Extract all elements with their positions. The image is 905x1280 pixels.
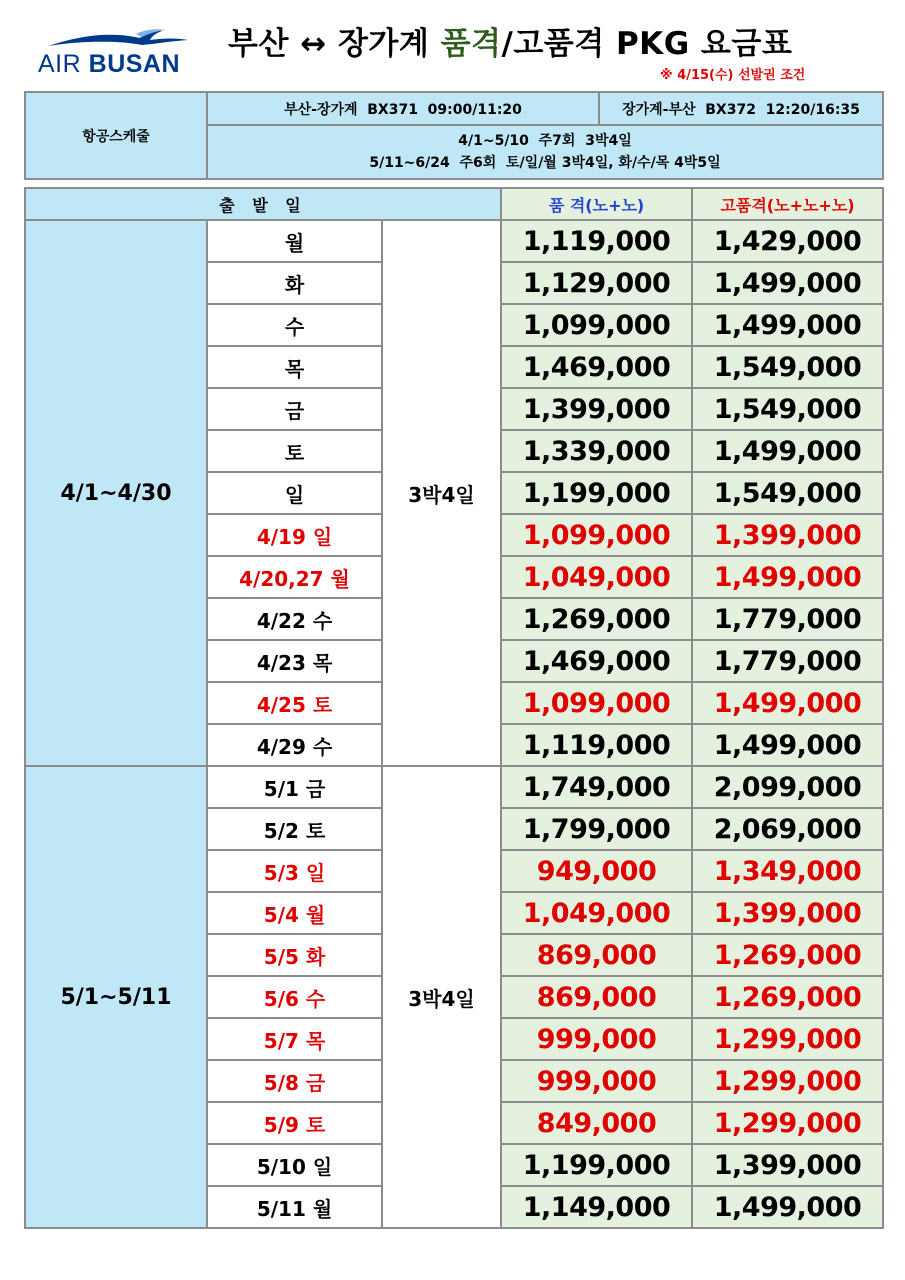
title-rest: /고품격 PKG 요금표: [501, 26, 793, 62]
standard-price-cell: 1,129,000: [501, 262, 692, 304]
standard-price-cell: 1,339,000: [501, 430, 692, 472]
standard-price-cell: 1,049,000: [501, 892, 692, 934]
departure-day-cell: 수: [207, 304, 382, 346]
standard-price-cell: 1,799,000: [501, 808, 692, 850]
departure-day-cell: 5/4 월: [207, 892, 382, 934]
standard-price-cell: 1,749,000: [501, 766, 692, 808]
premium-price-cell: 1,549,000: [692, 346, 883, 388]
inbound-flight: 장가계-부산 BX372 12:20/16:35: [599, 92, 883, 125]
departure-day-cell: 5/2 토: [207, 808, 382, 850]
standard-price-cell: 1,119,000: [501, 724, 692, 766]
schedule-label: 항공스케줄: [25, 92, 207, 179]
standard-price-cell: 1,119,000: [501, 220, 692, 262]
standard-price-cell: 869,000: [501, 934, 692, 976]
air-busan-logo: [38, 28, 190, 78]
standard-price-cell: 999,000: [501, 1018, 692, 1060]
departure-day-cell: 월: [207, 220, 382, 262]
table-row: [25, 220, 883, 262]
standard-price-cell: 1,399,000: [501, 388, 692, 430]
departure-day-cell: 5/10 일: [207, 1144, 382, 1186]
premium-price-cell: 1,499,000: [692, 430, 883, 472]
premium-price-cell: 1,299,000: [692, 1018, 883, 1060]
frequency-line-1: 4/1~5/10 주7회 3박4일: [458, 133, 632, 149]
standard-price-cell: 869,000: [501, 976, 692, 1018]
departure-day-cell: 금: [207, 388, 382, 430]
standard-price-cell: 1,199,000: [501, 472, 692, 514]
standard-price-cell: 949,000: [501, 850, 692, 892]
title-standard: 품격: [440, 26, 502, 62]
frequency-line-2: 5/11~6/24 주6회 토/일/월 3박4일, 화/수/목 4박5일: [369, 155, 721, 171]
wing-logo-icon: [44, 28, 190, 50]
standard-price-cell: 1,099,000: [501, 682, 692, 724]
premium-price-cell: 1,269,000: [692, 976, 883, 1018]
departure-day-cell: 4/20,27 월: [207, 556, 382, 598]
premium-price-cell: 1,429,000: [692, 220, 883, 262]
premium-price-cell: 1,549,000: [692, 472, 883, 514]
premium-price-cell: 1,779,000: [692, 640, 883, 682]
departure-day-cell: 5/9 토: [207, 1102, 382, 1144]
premium-price-cell: 1,499,000: [692, 724, 883, 766]
standard-price-cell: 1,099,000: [501, 514, 692, 556]
premium-price-cell: 1,269,000: [692, 934, 883, 976]
departure-day-cell: 5/11 월: [207, 1186, 382, 1228]
departure-day-cell: 토: [207, 430, 382, 472]
logo-air-text: AIR: [38, 50, 82, 78]
premium-price-cell: 1,299,000: [692, 1060, 883, 1102]
standard-price-cell: 1,469,000: [501, 640, 692, 682]
premium-price-cell: 1,399,000: [692, 1144, 883, 1186]
departure-day-cell: 4/22 수: [207, 598, 382, 640]
page-header: [0, 0, 905, 92]
logo-text: [38, 50, 180, 79]
departure-day-cell: 목: [207, 346, 382, 388]
departure-day-cell: 5/5 화: [207, 934, 382, 976]
outbound-flight: 부산-장가계 BX371 09:00/11:20: [207, 92, 599, 125]
premium-price-cell: 1,499,000: [692, 682, 883, 724]
departure-day-cell: 5/6 수: [207, 976, 382, 1018]
header-standard-price: 품 격(노+노): [501, 188, 692, 220]
period-cell: 5/1~5/11: [25, 766, 207, 1228]
standard-price-cell: 1,469,000: [501, 346, 692, 388]
premium-price-cell: 2,099,000: [692, 766, 883, 808]
standard-price-cell: 1,049,000: [501, 556, 692, 598]
standard-price-cell: 1,199,000: [501, 1144, 692, 1186]
departure-day-cell: 5/3 일: [207, 850, 382, 892]
premium-price-cell: 1,299,000: [692, 1102, 883, 1144]
title-route: 부산 ↔ 장가계: [228, 26, 441, 62]
premium-price-cell: 1,399,000: [692, 892, 883, 934]
departure-day-cell: 5/7 목: [207, 1018, 382, 1060]
premium-price-cell: 1,499,000: [692, 1186, 883, 1228]
page-title: [228, 18, 792, 63]
standard-price-cell: 1,149,000: [501, 1186, 692, 1228]
standard-price-cell: 849,000: [501, 1102, 692, 1144]
departure-day-cell: 화: [207, 262, 382, 304]
premium-price-cell: 1,499,000: [692, 262, 883, 304]
premium-price-cell: 1,399,000: [692, 514, 883, 556]
premium-price-cell: 1,499,000: [692, 556, 883, 598]
departure-day-cell: 4/29 수: [207, 724, 382, 766]
departure-day-cell: 5/8 금: [207, 1060, 382, 1102]
departure-day-cell: 4/19 일: [207, 514, 382, 556]
premium-price-cell: 1,499,000: [692, 304, 883, 346]
departure-day-cell: 4/23 목: [207, 640, 382, 682]
duration-cell: 3박4일: [382, 766, 501, 1228]
header-premium-price: 고품격(노+노+노): [692, 188, 883, 220]
flight-schedule-table: [24, 91, 884, 180]
premium-price-cell: 2,069,000: [692, 808, 883, 850]
ticketing-note: ※ 4/15(수) 선발권 조건: [660, 68, 806, 83]
departure-day-cell: 5/1 금: [207, 766, 382, 808]
header-departure-date: 출 발 일: [25, 188, 501, 220]
standard-price-cell: 1,099,000: [501, 304, 692, 346]
period-cell: 4/1~4/30: [25, 220, 207, 766]
premium-price-cell: 1,779,000: [692, 598, 883, 640]
premium-price-cell: 1,549,000: [692, 388, 883, 430]
standard-price-cell: 1,269,000: [501, 598, 692, 640]
schedule-frequency: [207, 125, 883, 179]
departure-day-cell: 일: [207, 472, 382, 514]
standard-price-cell: 999,000: [501, 1060, 692, 1102]
departure-day-cell: 4/25 토: [207, 682, 382, 724]
logo-busan-text: BUSAN: [88, 50, 181, 78]
table-row: [25, 766, 883, 808]
duration-cell: 3박4일: [382, 220, 501, 766]
price-table: [24, 187, 884, 1229]
premium-price-cell: 1,349,000: [692, 850, 883, 892]
